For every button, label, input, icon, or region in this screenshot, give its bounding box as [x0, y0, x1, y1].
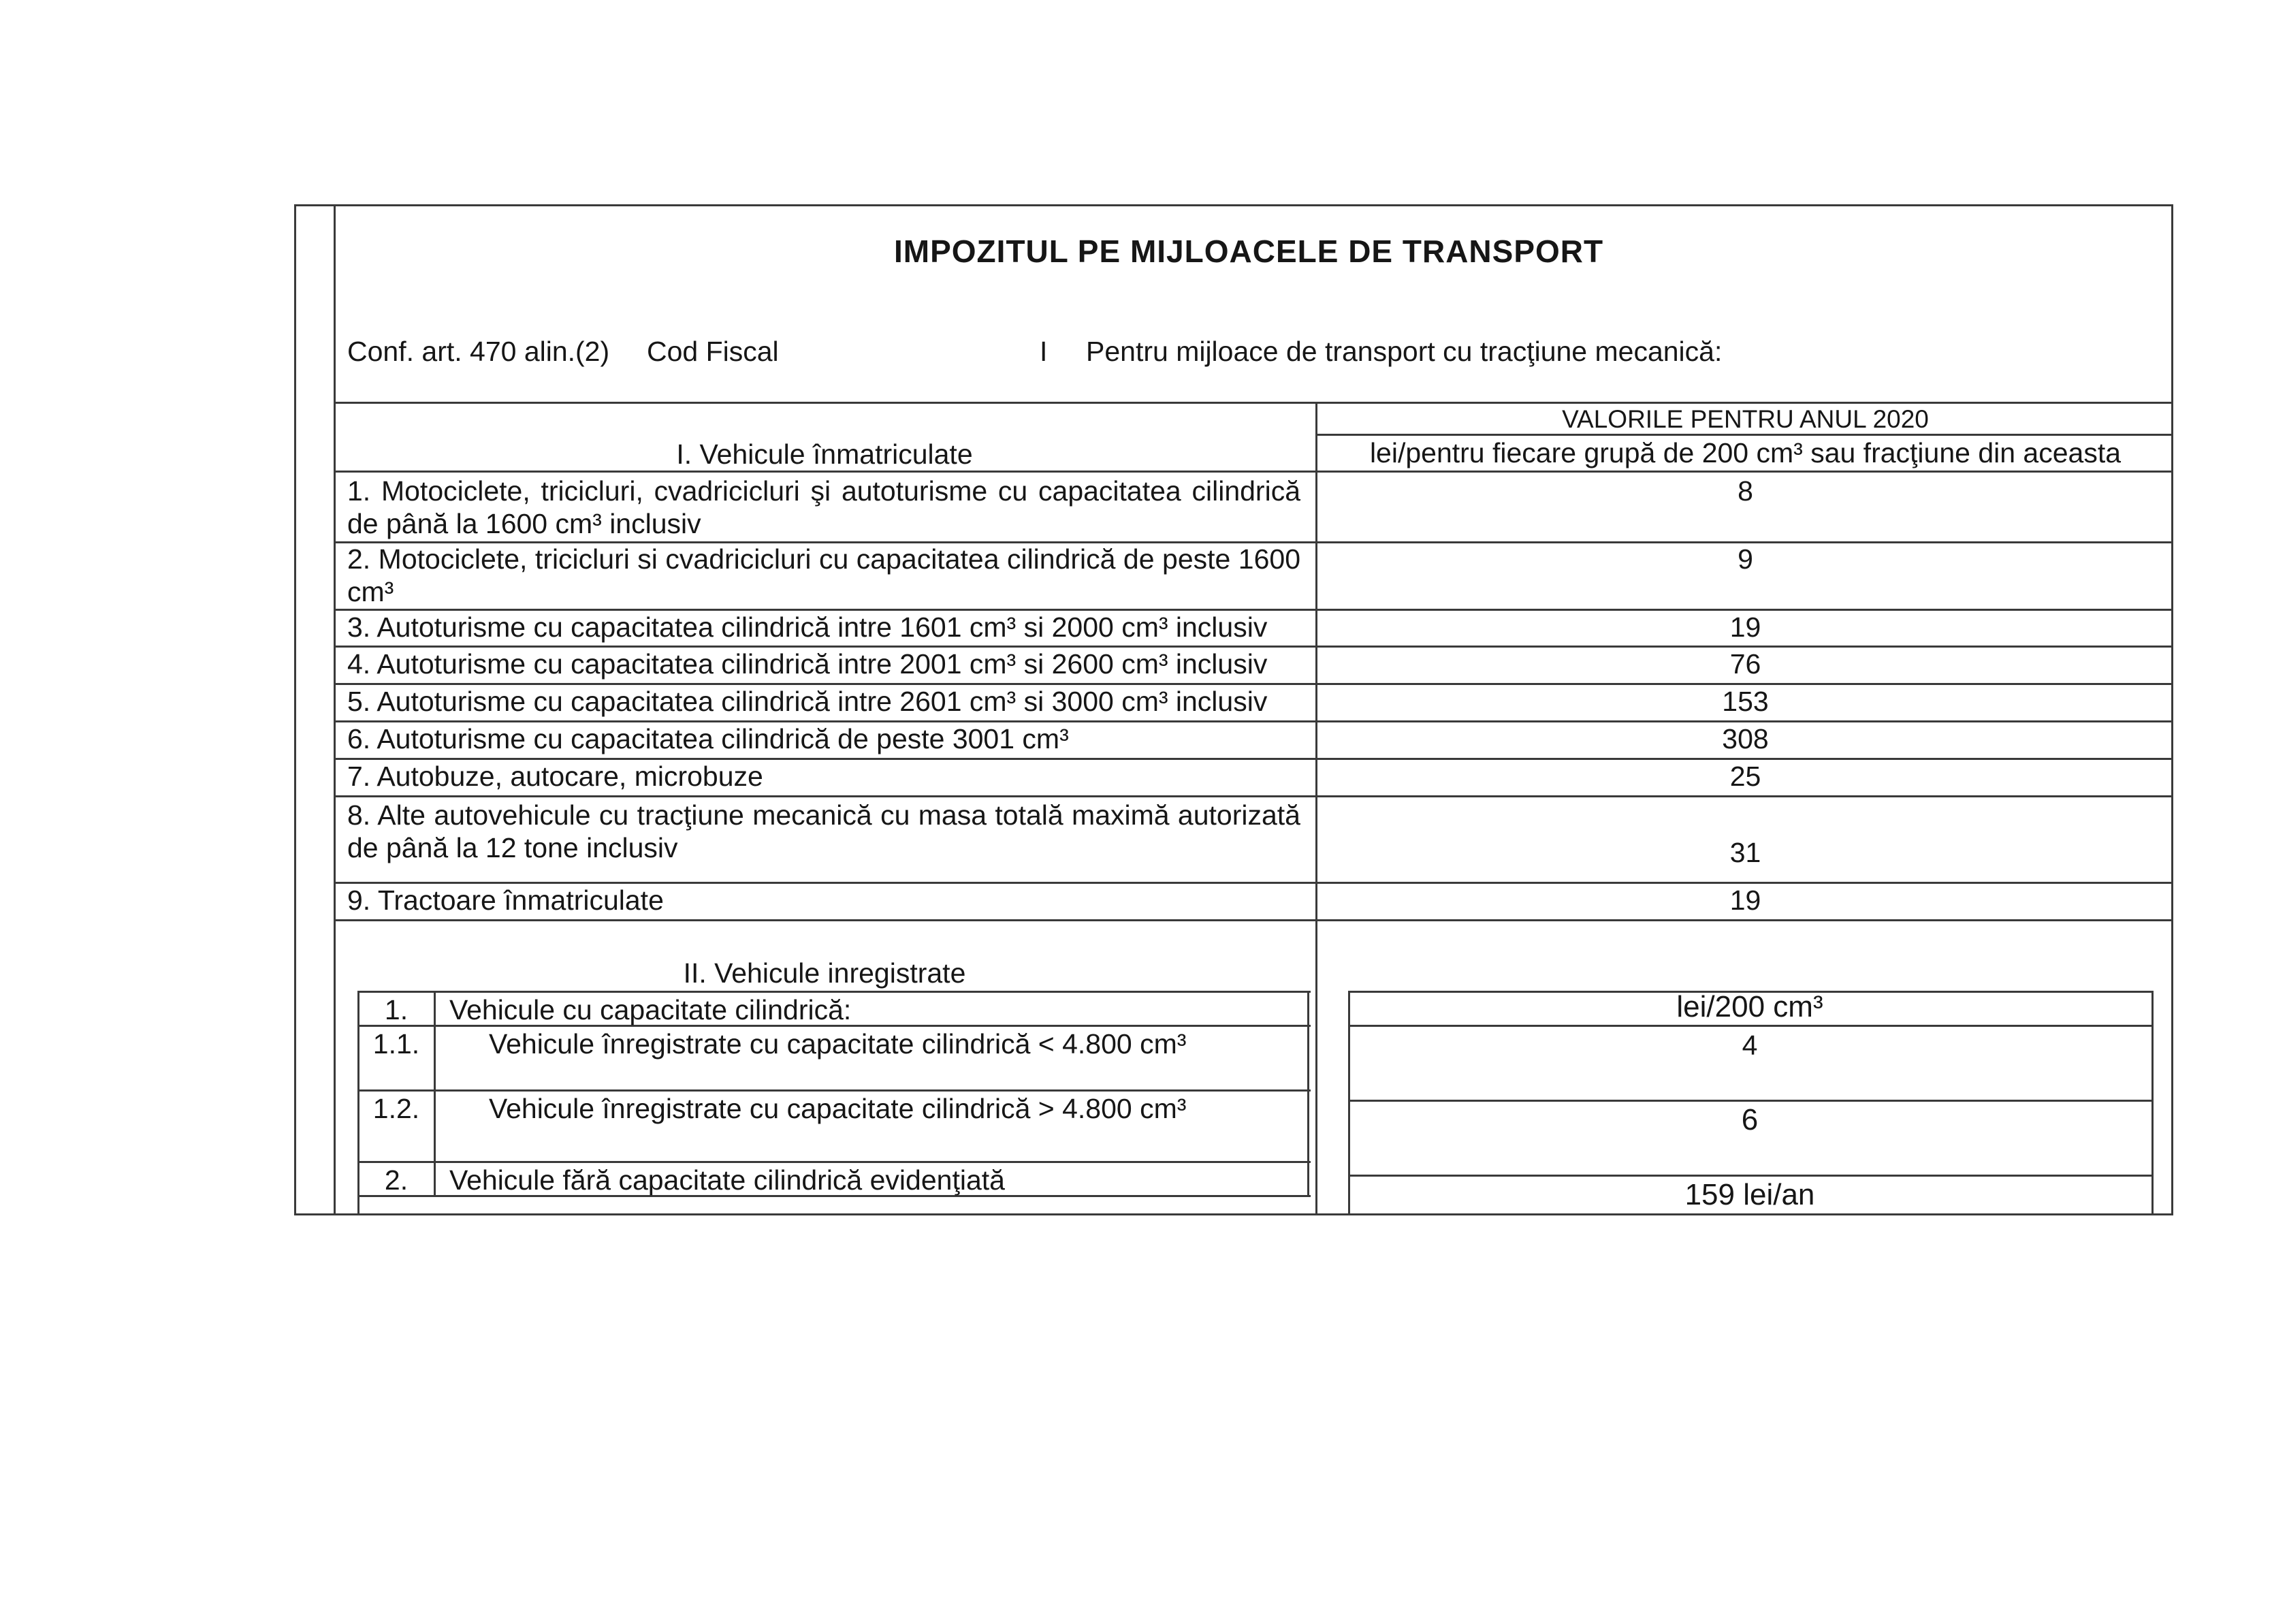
table-row-label: 5. Autoturisme cu capacitatea cilindrică intre 2601 cm³ si 3000 cm³ inclusiv — [347, 686, 1268, 717]
section2-right-line — [1348, 1025, 2151, 1027]
section-heading: Pentru mijloace de transport cu tracţiune mecanică: — [1086, 336, 1723, 367]
row-line — [334, 795, 2173, 797]
document-title: IMPOZITUL PE MIJLOACELE DE TRANSPORT — [894, 234, 1604, 269]
section1-header: I. Vehicule înmatriculate — [676, 439, 973, 470]
table-row-label: 2. Motociclete, tricicluri si cvadricicluri cu capacitatea cilindrică de peste 1600 cm³ — [347, 543, 1300, 607]
table-row-label: 3. Autoturisme cu capacitatea cilindrică intre 1601 cm³ si 2000 cm³ inclusiv — [347, 611, 1268, 643]
table-row-value: 19 — [1729, 885, 1761, 916]
table-row-label: 7. Autobuze, autocare, microbuze — [347, 761, 763, 792]
section2-unit-header: lei/200 cm³ — [1676, 990, 1823, 1023]
table-row-label: 6. Autoturisme cu capacitatea cilindrică de peste 3001 cm³ — [347, 723, 1069, 754]
section2-label-edge — [1307, 991, 1309, 1195]
section2-row-num: 1. — [384, 994, 409, 1025]
section2-row-label: Vehicule cu capacitate cilindrică: — [449, 994, 852, 1025]
row-line — [334, 919, 2173, 921]
section2-header: II. Vehicule inregistrate — [683, 957, 966, 989]
legal-reference: Conf. art. 470 alin.(2) — [347, 336, 610, 367]
table-row-label: 4. Autoturisme cu capacitatea cilindrică intre 2001 cm³ si 2600 cm³ inclusiv — [347, 648, 1268, 680]
table-row-label: 8. Alte autovehicule cu tracţiune mecanică cu masa totală maximă autorizată de până la 12 tone inclusiv — [347, 799, 1300, 863]
section2-row-label: Vehicule fără capacitate cilindrică evidenţiată — [449, 1164, 1005, 1196]
section2-row-num: 2. — [384, 1164, 409, 1196]
section2-left-line — [357, 1161, 1311, 1163]
section2-row-value: 4 — [1742, 1030, 1758, 1061]
column-divider — [1315, 402, 1317, 1215]
table-row-value: 25 — [1729, 761, 1761, 792]
table-row-value: 308 — [1722, 723, 1769, 754]
section2-row-num: 1.1. — [372, 1028, 420, 1060]
table-row-value: 19 — [1729, 611, 1761, 643]
section2-row-label: Vehicule înregistrate cu capacitate cilindrică > 4.800 cm³ — [489, 1093, 1187, 1124]
section-marker: I — [1040, 336, 1048, 367]
section2-right-right-edge — [2151, 991, 2154, 1215]
section2-row-value: 6 — [1741, 1103, 1759, 1136]
table-row-label: 1. Motociclete, tricicluri, cvadricicluri şi autoturisme cu capacitatea cilindrică de până la 1600 cm³ inclusiv — [347, 475, 1300, 539]
section2-left-line — [357, 991, 1311, 993]
section2-right-line — [1348, 1175, 2151, 1177]
section2-left-line — [357, 1089, 1311, 1092]
section2-row-num: 1.2. — [372, 1093, 420, 1124]
fiscal-code-label: Cod Fiscal — [647, 336, 779, 367]
section2-row-label: Vehicule înregistrate cu capacitate cilindrică < 4.800 cm³ — [489, 1028, 1187, 1060]
table-row-value: 8 — [1738, 475, 1753, 507]
table-row-label: 9. Tractoare înmatriculate — [347, 885, 664, 916]
row-line — [334, 471, 2173, 473]
table-row-value: 9 — [1738, 543, 1753, 575]
values-year-header: VALORILE PENTRU ANUL 2020 — [1562, 405, 1929, 433]
section2-row-value: 159 lei/an — [1684, 1178, 1815, 1211]
table-row-value: 31 — [1729, 837, 1761, 868]
table-row-value: 76 — [1729, 648, 1761, 680]
table-row-value: 153 — [1722, 686, 1769, 717]
section2-num-divider — [434, 991, 436, 1195]
left-margin-line — [334, 204, 336, 1215]
unit-header: lei/pentru fiecare grupă de 200 cm³ sau fracţiune din aceasta — [1369, 437, 2122, 468]
section2-right-line — [1348, 1100, 2151, 1102]
